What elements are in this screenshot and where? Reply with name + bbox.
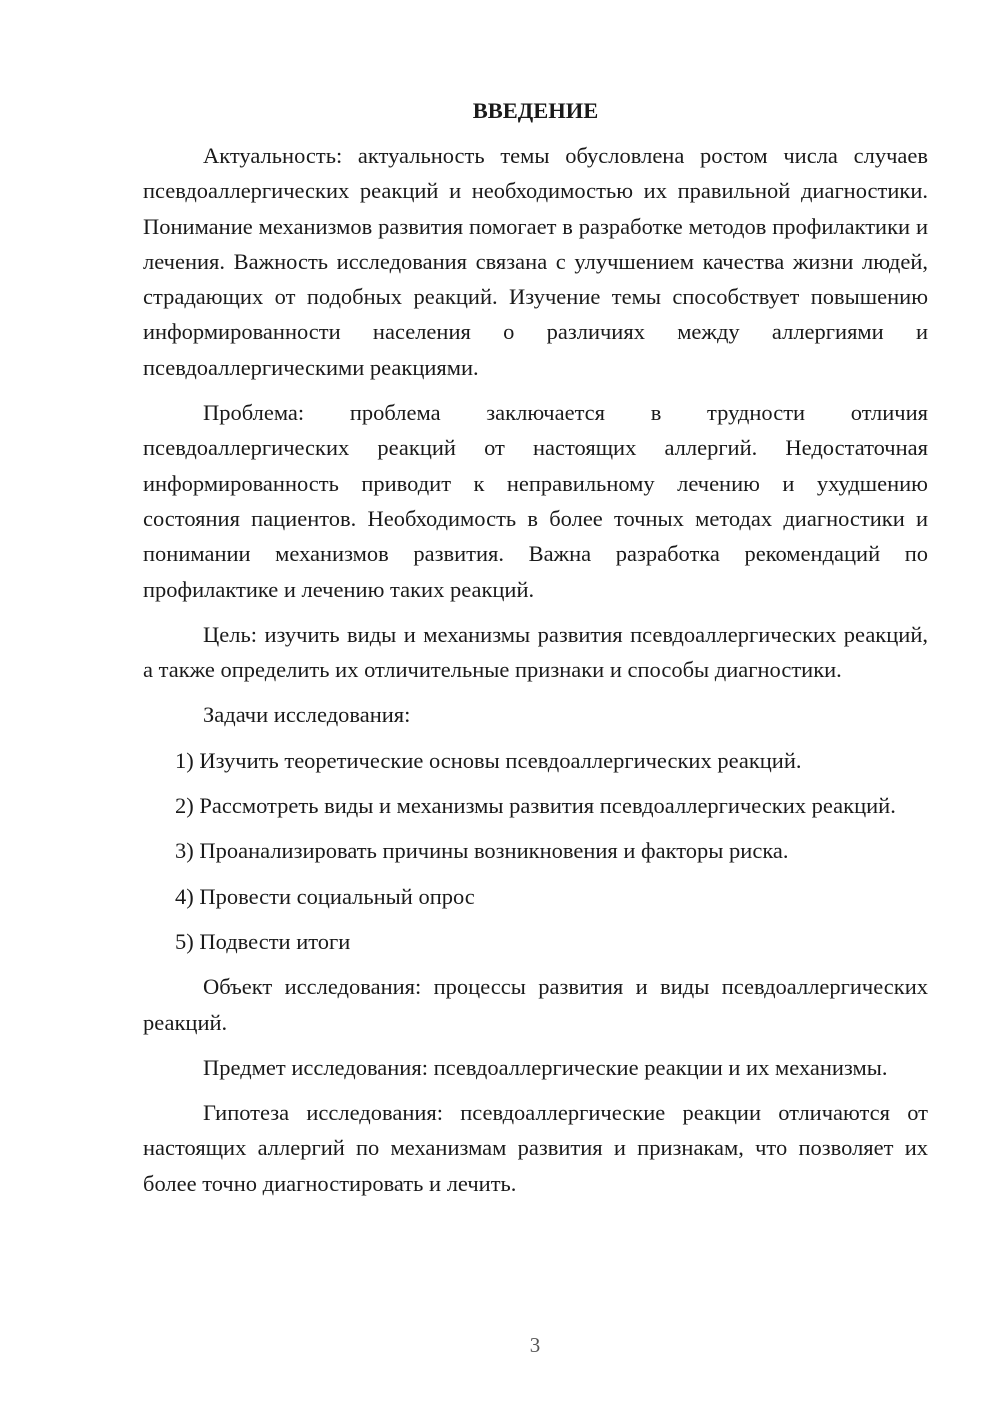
task-item-5: 5) Подвести итоги	[175, 928, 351, 954]
page-content	[143, 96, 928, 1211]
paragraph-problem: Проблема: проблема заключается в трудности отличия псевдоаллергических реакций от настоящих аллергий. Недостаточная информированность приводит к неправильному лечению и ухудшению состояния пациентов. Необходимость в более точных методах диагностики и понимании механизмов развития. Важна разработка рекомендаций по профилактике и лечению таких реакций.	[143, 400, 928, 602]
task-item-2: 2) Рассмотреть виды и механизмы развития псевдоаллергических реакций.	[175, 793, 896, 819]
paragraph-tasks-heading: Задачи исследования:	[203, 702, 411, 728]
page-number: 3	[529, 1333, 541, 1357]
task-item-4: 4) Провести социальный опрос	[175, 883, 475, 909]
section-title: ВВЕДЕНИЕ	[472, 98, 599, 123]
paragraph-relevance: Актуальность: актуальность темы обусловлена ростом числа случаев псевдоаллергических реакций и необходимостью их правильной диагностики. Понимание механизмов развития помогает в разработке методов профилактики и лечения. Важность исследования связана с улучшением качества жизни людей, страдающих от подобных реакций. Изучение темы способствует повышению информированности населения о различиях между аллергиями и псевдоаллергическими реакциями.	[143, 143, 928, 380]
task-item-1: 1) Изучить теоретические основы псевдоаллергических реакций.	[175, 747, 802, 773]
paragraph-hypothesis: Гипотеза исследования: псевдоаллергические реакции отличаются от настоящих аллергий по механизмам развития и признакам, что позволяет их более точно диагностировать и лечить.	[143, 1100, 928, 1196]
paragraph-goal: Цель: изучить виды и механизмы развития псевдоаллергических реакций, а также определить их отличительные признаки и способы диагностики.	[143, 621, 928, 683]
task-item-3: 3) Проанализировать причины возникновения и факторы риска.	[175, 838, 789, 864]
paragraph-subject: Предмет исследования: псевдоаллергические реакции и их механизмы.	[203, 1054, 888, 1080]
paragraph-object: Объект исследования: процессы развития и виды псевдоаллергических реакций.	[143, 974, 928, 1035]
